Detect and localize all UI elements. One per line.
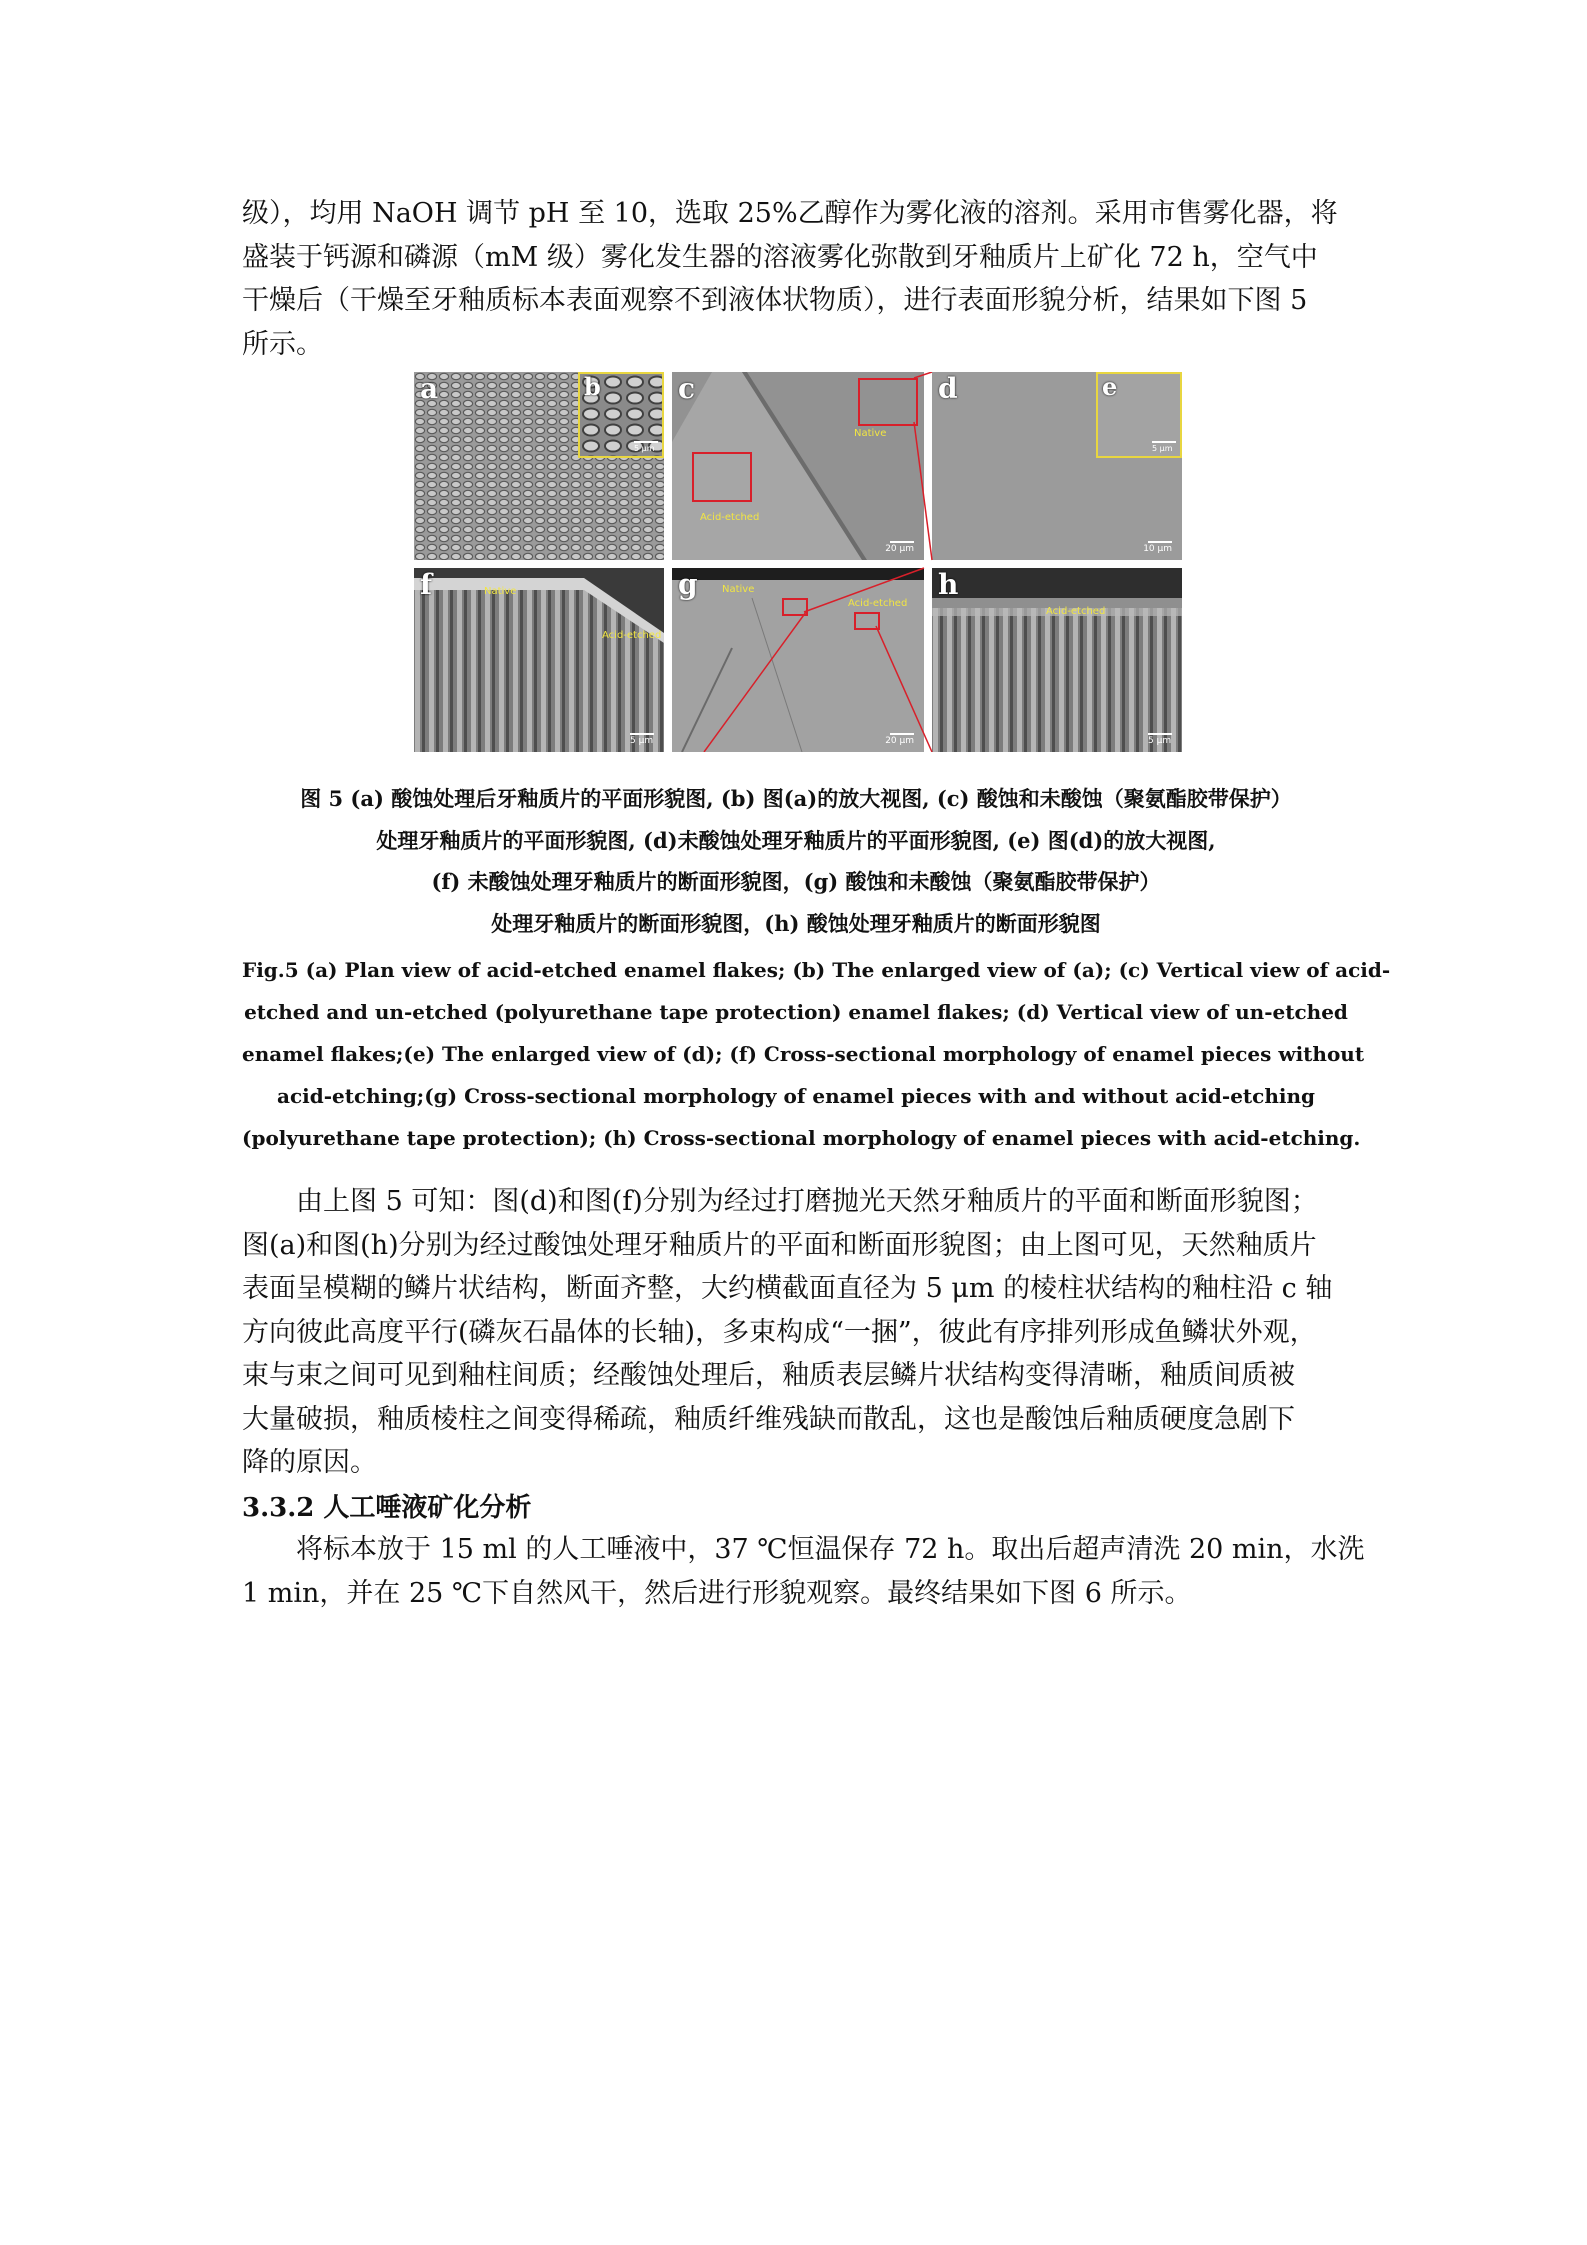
panel-letter: g (678, 568, 698, 601)
panel-letter: d (938, 372, 958, 405)
scale-bar: 5 μm (630, 733, 654, 746)
text-line: 级），均用 NaOH 调节 pH 至 10，选取 25%乙醇作为雾化液的溶剂。采用市售雾化器，将 (242, 198, 1338, 229)
scale-bar: 5 μm (634, 441, 658, 453)
scale-bar: 20 μm (885, 541, 914, 554)
text-line: 所示。 (242, 328, 323, 360)
native-label: Native (722, 584, 755, 595)
text-line: 表面呈模糊的鳞片状结构，断面齐整，大约横截面直径为 5 μm 的棱柱状结构的釉柱沿 c 轴 (242, 1273, 1333, 1304)
panel-letter: h (938, 568, 959, 601)
scale-bar: 5 μm (1148, 733, 1172, 746)
panel-letter: f (420, 568, 433, 601)
acid-etched-label: Acid-etched (602, 630, 662, 641)
zoom-connector-lines (414, 372, 1182, 752)
caption-line: (polyurethane tape protection); (h) Cross-sectional morphology of enamel pieces with acid-etching. (242, 1126, 1361, 1150)
saliva-paragraph (242, 1528, 1365, 1615)
intro-paragraph (242, 192, 1350, 366)
scale-bar: 10 μm (1143, 541, 1172, 554)
caption-line: Fig.5 (a) Plan view of acid-etched enamel flakes; (b) The enlarged view of (a); (c) Vertical view of acid- (242, 958, 1391, 982)
caption-line: 处理牙釉质片的断面形貌图，(h) 酸蚀处理牙釉质片的断面形貌图 (491, 910, 1101, 936)
text-line: 干燥后（干燥至牙釉质标本表面观察不到液体状物质），进行表面形貌分析，结果如下图 5 (242, 285, 1308, 316)
acid-etched-label: Acid-etched (848, 598, 908, 609)
text-line: 降的原因。 (242, 1447, 377, 1478)
acid-etched-label: Acid-etched (1046, 606, 1106, 617)
caption-line: enamel flakes;(e) The enlarged view of (d); (f) Cross-sectional morphology of enamel pieces without (242, 1042, 1365, 1066)
caption-line: 图 5 (a) 酸蚀处理后牙釉质片的平面形貌图, (b) 图(a)的放大视图, (c) 酸蚀和未酸蚀（聚氨酯胶带保护） (300, 786, 1292, 811)
panel-letter: a (420, 372, 439, 405)
figure-caption-chinese (242, 778, 1350, 944)
text-line: 将标本放于 15 ml 的人工唾液中，37 ℃恒温保存 72 h。取出后超声清洗 20 min，水洗 (296, 1534, 1365, 1565)
panel-letter: e (1102, 372, 1118, 401)
analysis-paragraph (242, 1180, 1350, 1485)
caption-line: etched and un-etched (polyurethane tape protection) enamel flakes; (d) Vertical view of un-etched (244, 1000, 1348, 1024)
text-line: 1 min，并在 25 ℃下自然风干，然后进行形貌观察。最终结果如下图 6 所示。 (242, 1577, 1192, 1609)
caption-line: 处理牙釉质片的平面形貌图, (d)未酸蚀处理牙釉质片的平面形貌图, (e) 图(d)的放大视图, (376, 827, 1216, 853)
caption-line: (f) 未酸蚀处理牙釉质片的断面形貌图，(g) 酸蚀和未酸蚀（聚氨酯胶带保护） (431, 869, 1161, 894)
text-line: 由上图 5 可知：图(d)和图(f)分别为经过打磨抛光天然牙釉质片的平面和断面形貌图； (296, 1186, 1318, 1217)
native-label: Native (484, 586, 517, 597)
panel-letter: c (678, 372, 696, 405)
figure-caption-english (242, 949, 1391, 1159)
text-line: 大量破损，釉质棱柱之间变得稀疏，釉质纤维残缺而散乱，这也是酸蚀后釉质硬度急剧下 (242, 1403, 1295, 1435)
section-heading: 3.3.2 人工唾液矿化分析 (242, 1493, 532, 1523)
scale-bar: 20 μm (885, 733, 914, 746)
acid-etched-label: Acid-etched (700, 512, 760, 523)
caption-line: acid-etching;(g) Cross-sectional morphology of enamel pieces with and without acid-etching (276, 1084, 1316, 1108)
text-line: 盛装于钙源和磷源（mM 级）雾化发生器的溶液雾化弥散到牙釉质片上矿化 72 h，空气中 (242, 241, 1318, 273)
text-line: 图(a)和图(h)分别为经过酸蚀处理牙釉质片的平面和断面形貌图；由上图可见，天然釉质片 (242, 1229, 1317, 1261)
text-line: 方向彼此高度平行(磷灰石晶体的长轴)，多束构成“一捆”，彼此有序排列形成鱼鳞状外观， (242, 1316, 1317, 1348)
text-line: 束与束之间可见到釉柱间质；经酸蚀处理后，釉质表层鳞片状结构变得清晰，釉质间质被 (242, 1360, 1295, 1391)
panel-letter: b (584, 372, 601, 401)
figure-5-sem-micrographs (414, 372, 1182, 752)
scale-bar: 5 μm (1152, 441, 1176, 453)
native-label: Native (854, 428, 887, 439)
